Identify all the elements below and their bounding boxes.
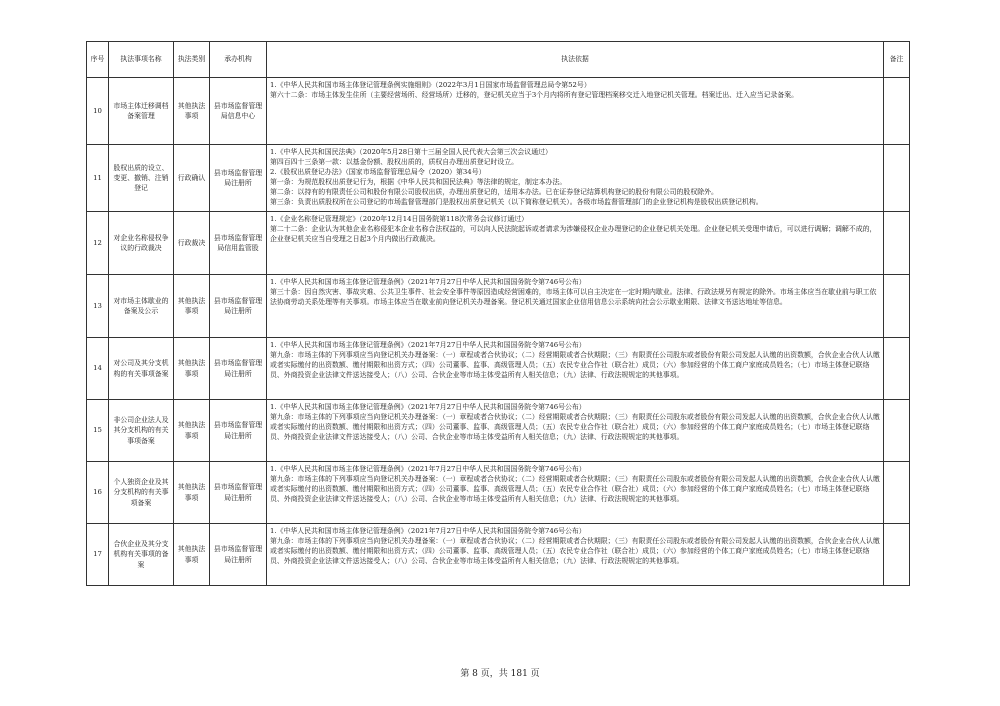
row-basis [267,275,884,338]
row-no: 15 [87,400,109,462]
header-category: 执法类别 [174,42,210,78]
row-no: 12 [87,212,109,275]
row-agency: 县市场监督管理局注册所 [210,338,267,400]
row-basis [267,462,884,524]
basis-paragraph: 第九条：市场主体的下列事项应当向登记机关办理备案：（一）章程或者合伙协议；（二）经营期限或者合伙期限；（三）有限责任公司股东或者股份有限公司发起人认缴的出资数额，合伙企业合伙人认缴或者实际缴付的出资数额、缴付期限和出资方式；（四）公司董事、监事、高级管理人员；（五）农民专业合作社（联合社）成员；（六）参加经营的个体工商户家庭成员姓名；（七）市场主体登记联络员、外商投资企业法律文件送达接受人；（八）公司、合伙企业等市场主体受益所有人相关信息；（九）法律、行政法规规定的其他事项。 [270,351,880,380]
row-agency: 县市场监督管理局信用监管股 [210,212,267,275]
row-category: 行政确认 [174,145,210,212]
header-no: 序号 [87,42,109,78]
basis-paragraph: 1.《中华人民共和国市场主体登记管理条例》（2021年7月27日中华人民共和国国务院令第746号公布） [270,341,586,349]
row-remark [884,78,910,145]
basis-paragraph: 第三十条：因自然灾害、事故灾难、公共卫生事件、社会安全事件等原因造成经营困难的，市场主体可以自主决定在一定时期内歇业。法律、行政法规另有规定的除外。市场主体应当在歇业前与职工依法协商劳动关系处理等有关事项。市场主体应当在歇业前向登记机关办理备案。登记机关通过国家企业信用信息公示系统向社会公示歇业期限、法律文书送达地址等信息。 [270,288,877,307]
row-no: 13 [87,275,109,338]
table-row [87,275,910,338]
row-remark [884,275,910,338]
basis-paragraph: 1.《中华人民共和国市场主体登记管理条例实施细则》（2022年3月1日国家市场监督管理总局令第52号） [270,81,591,89]
table-row [87,462,910,524]
header-remark: 备注 [884,42,910,78]
row-name: 对公司及其分支机构的有关事项备案 [109,338,174,400]
row-agency: 县市场监督管理局信息中心 [210,78,267,145]
row-category: 其他执法事项 [174,275,210,338]
row-category: 其他执法事项 [174,462,210,524]
row-category: 其他执法事项 [174,400,210,462]
row-category: 其他执法事项 [174,338,210,400]
row-agency: 县市场监督管理局注册所 [210,275,267,338]
row-agency: 县市场监督管理局注册所 [210,462,267,524]
header-name: 执法事项名称 [109,42,174,78]
basis-paragraph: 第一条：为规范股权出质登记行为，根据《中华人民共和国民法典》等法律的规定，制定本办法。 [270,178,567,187]
row-remark [884,462,910,524]
row-no: 10 [87,78,109,145]
basis-paragraph: 1.《中华人民共和国市场主体登记管理条例》（2021年7月27日中华人民共和国国务院令第746号公布） [270,465,586,473]
row-name: 对市场主体歇业的备案及公示 [109,275,174,338]
row-basis [267,400,884,462]
row-basis [267,338,884,400]
row-category: 行政裁决 [174,212,210,275]
row-name: 个人独资企业及其分支机构的有关事项备案 [109,462,174,524]
row-agency: 县市场监督管理局注册所 [210,400,267,462]
header-agency: 承办机构 [210,42,267,78]
row-category: 其他执法事项 [174,78,210,145]
row-name: 非公司企业法人及其分支机构的有关事项备案 [109,400,174,462]
row-no: 14 [87,338,109,400]
table-row [87,145,910,212]
row-remark [884,400,910,462]
row-name: 市场主体迁移调档备案管理 [109,78,174,145]
row-name: 合伙企业及其分支机构有关事项的备案 [109,524,174,586]
row-remark [884,524,910,586]
basis-paragraph: 第四百四十三条第一款：以基金份额、股权出质的，质权自办理出质登记时设立。 [270,158,519,167]
table-row [87,338,910,400]
row-remark [884,338,910,400]
row-agency: 县市场监督管理局注册所 [210,145,267,212]
row-basis [267,145,884,212]
basis-paragraph: 第六十二条：市场主体发生住所（主要经营场所、经营场所）迁移的，登记机关应当于3个月内将所有登记管理档案移交迁入地登记机关管理。档案迁出、迁入应当记录备案。 [270,91,799,100]
row-basis [267,78,884,145]
table-row [87,78,910,145]
basis-paragraph: 1.《中华人民共和国民法典》（2020年5月28日第十三届全国人民代表大会第三次会议通过） [270,148,552,156]
basis-paragraph: 第三条：负责出质股权所在公司登记的市场监督管理部门是股权出质登记机关（以下简称登记机关）。各级市场监督管理部门的企业登记机构是股权出质登记机构。 [270,198,763,207]
row-basis [267,212,884,275]
row-category: 其他执法事项 [174,524,210,586]
page-number: 第 8 页，共 181 页 [460,669,540,679]
basis-paragraph: 2.《股权出质登记办法》（国家市场监督管理总局令（2020）第34号） [270,168,486,177]
basis-paragraph: 第二条：以持有的有限责任公司和股份有限公司股权出质，办理出质登记的，适用本办法。已在证券登记结算机构登记的股份有限公司的股权除外。 [270,188,718,197]
basis-paragraph: 1.《中华人民共和国市场主体登记管理条例》（2021年7月27日中华人民共和国国务院令第746号公布） [270,403,586,411]
row-name: 对企业名称侵权争议的行政裁决 [109,212,174,275]
table-row [87,524,910,586]
row-no: 11 [87,145,109,212]
basis-paragraph: 第九条：市场主体的下列事项应当向登记机关办理备案：（一）章程或者合伙协议；（二）经营期限或者合伙期限；（三）有限责任公司股东或者股份有限公司发起人认缴的出资数额，合伙企业合伙人认缴或者实际缴付的出资数额、缴付期限和出资方式；（四）公司董事、监事、高级管理人员；（五）农民专业合作社（联合社）成员；（六）参加经营的个体工商户家庭成员姓名；（七）市场主体登记联络员、外商投资企业法律文件送达接受人；（八）公司、合伙企业等市场主体受益所有人相关信息；（九）法律、行政法规规定的其他事项。 [270,537,880,566]
table-row [87,212,910,275]
basis-paragraph: 1.《中华人民共和国市场主体登记管理条例》（2021年7月27日中华人民共和国国务院令第746号公布） [270,278,586,286]
row-remark [884,212,910,275]
row-basis [267,524,884,586]
basis-paragraph: 第二十二条：企业认为其他企业名称侵犯本企业名称合法权益的，可以向人民法院起诉或者请求为涉嫌侵权企业办理登记的企业登记机关处理。企业登记机关受理申请后，可以进行调解；调解不成的，企业登记机关应当自受理之日起3个月内做出行政裁决。 [270,225,877,244]
table-header-row [87,42,910,78]
row-no: 16 [87,462,109,524]
basis-paragraph: 1.《中华人民共和国市场主体登记管理条例》（2021年7月27日中华人民共和国国务院令第746号公布） [270,527,586,535]
row-remark [884,145,910,212]
table-row [87,400,910,462]
row-name: 股权出质的设立、变更、撤销、注销登记 [109,145,174,212]
row-no: 17 [87,524,109,586]
row-agency: 县市场监督管理局注册所 [210,524,267,586]
header-basis: 执法依据 [267,42,884,78]
enforcement-items-table [86,41,910,586]
basis-paragraph: 1.《企业名称登记管理规定》（2020年12月14日国务院第118次常务会议修订通过） [270,215,529,223]
basis-paragraph: 第九条：市场主体的下列事项应当向登记机关办理备案：（一）章程或者合伙协议；（二）经营期限或者合伙期限；（三）有限责任公司股东或者股份有限公司发起人认缴的出资数额，合伙企业合伙人认缴或者实际缴付的出资数额、缴付期限和出资方式；（四）公司董事、监事、高级管理人员；（五）农民专业合作社（联合社）成员；（六）参加经营的个体工商户家庭成员姓名；（七）市场主体登记联络员、外商投资企业法律文件送达接受人；（八）公司、合伙企业等市场主体受益所有人相关信息；（九）法律、行政法规规定的其他事项。 [270,413,880,442]
basis-paragraph: 第九条：市场主体的下列事项应当向登记机关办理备案：（一）章程或者合伙协议；（二）经营期限或者合伙期限；（三）有限责任公司股东或者股份有限公司发起人认缴的出资数额，合伙企业合伙人认缴或者实际缴付的出资数额、缴付期限和出资方式；（四）公司董事、监事、高级管理人员；（五）农民专业合作社（联合社）成员；（六）参加经营的个体工商户家庭成员姓名；（七）市场主体登记联络员、外商投资企业法律文件送达接受人；（八）公司、合伙企业等市场主体受益所有人相关信息；（九）法律、行政法规规定的其他事项。 [270,475,880,504]
